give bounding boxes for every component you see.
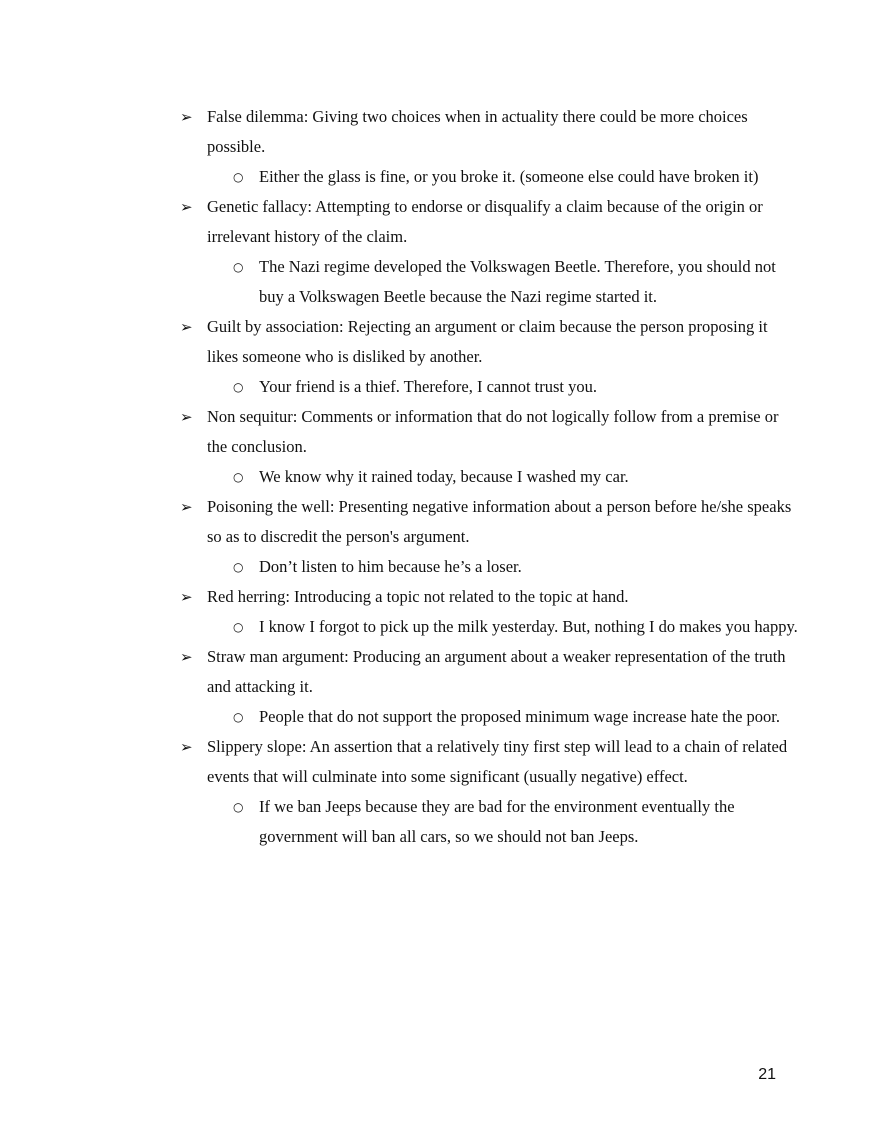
fallacy-definition: Genetic fallacy: Attempting to endorse or disqualify a claim because of the origin or irrelevant history of the claim. [207,197,763,246]
fallacy-example: I know I forgot to pick up the milk yesterday. But, nothing I do makes you happy. [259,617,798,636]
circle-bullet-icon: ○ [233,260,244,274]
circle-bullet-icon: ○ [233,620,244,634]
fallacy-example: Your friend is a thief. Therefore, I cannot trust you. [259,377,598,396]
arrow-bullet-icon: ➢ [180,588,193,606]
example-item [180,162,800,192]
example-item [180,552,800,582]
fallacy-example: Don’t listen to him because he’s a loser. [259,557,522,576]
circle-bullet-icon: ○ [233,800,244,814]
fallacy-definition: Poisoning the well: Presenting negative information about a person before he/she speaks so as to discredit the person's argument. [207,497,792,546]
arrow-bullet-icon: ➢ [180,738,193,756]
fallacy-list [180,102,800,852]
example-item [180,792,800,852]
circle-bullet-icon: ○ [233,560,244,574]
example-item [180,372,800,402]
fallacy-example: We know why it rained today, because I washed my car. [259,467,629,486]
circle-bullet-icon: ○ [233,710,244,724]
list-item [180,732,800,792]
fallacy-definition: Straw man argument: Producing an argument about a weaker representation of the truth and attacking it. [207,647,786,696]
arrow-bullet-icon: ➢ [180,408,193,426]
list-item [180,102,800,162]
example-item [180,252,800,312]
list-item [180,312,800,372]
list-item [180,642,800,702]
fallacy-example: If we ban Jeeps because they are bad for the environment eventually the government will ban all cars, so we should not ban Jeeps. [259,797,735,846]
fallacy-definition: Red herring: Introducing a topic not related to the topic at hand. [207,587,629,606]
fallacy-example: The Nazi regime developed the Volkswagen Beetle. Therefore, you should not buy a Volkswagen Beetle because the Nazi regime started it. [259,257,776,306]
fallacy-definition: False dilemma: Giving two choices when in actuality there could be more choices possible. [207,107,748,156]
arrow-bullet-icon: ➢ [180,108,193,126]
circle-bullet-icon: ○ [233,470,244,484]
arrow-bullet-icon: ➢ [180,648,193,666]
list-item [180,402,800,462]
arrow-bullet-icon: ➢ [180,318,193,336]
example-item [180,702,800,732]
fallacy-example: People that do not support the proposed minimum wage increase hate the poor. [259,707,781,726]
circle-bullet-icon: ○ [233,170,244,184]
list-item [180,492,800,552]
arrow-bullet-icon: ➢ [180,498,193,516]
list-item [180,582,800,612]
fallacy-definition: Non sequitur: Comments or information that do not logically follow from a premise or the conclusion. [207,407,779,456]
arrow-bullet-icon: ➢ [180,198,193,216]
example-item [180,612,800,642]
page-number: 21 [758,1066,776,1083]
list-item [180,192,800,252]
fallacy-definition: Guilt by association: Rejecting an argument or claim because the person proposing it likes someone who is disliked by another. [207,317,768,366]
example-item [180,462,800,492]
fallacy-definition: Slippery slope: An assertion that a relatively tiny first step will lead to a chain of related events that will culminate into some significant (usually negative) effect. [207,737,788,786]
circle-bullet-icon: ○ [233,380,244,394]
fallacy-example: Either the glass is fine, or you broke it. (someone else could have broken it) [259,167,759,186]
